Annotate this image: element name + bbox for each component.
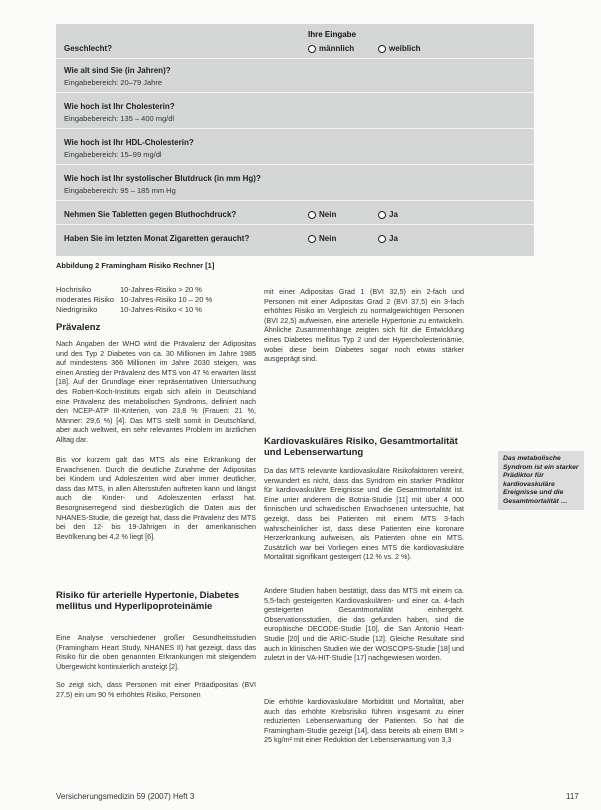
question-sex: Geschlecht? bbox=[64, 44, 113, 53]
divider bbox=[56, 128, 534, 129]
paragraph: Bis vor kurzem galt das MTS als eine Erkrankung der Erwachsenen. Durch die deutliche Zunahme der Adipositas bei Kindern und Adoleszenten wird aber immer deutlicher, dass das MTS, in allen Altersstufen auftreten kann und längst auch die Kinder- und Adoleszenten erfasst hat. Besorgniserregend sind diesbezüglich die Daten aus der NHANES-Studie, die gezeigt hat, dass die Prävalenz des MTS bei den 12- bis 19-Jährigen in der amerikanischen Bevölkerung bei 4,2 % liegt [6]. bbox=[56, 455, 256, 541]
divider bbox=[56, 164, 534, 165]
footer-journal: Versicherungsmedizin 59 (2007) Heft 3 bbox=[56, 792, 195, 801]
question-hdl-range: Eingabebereich: 15–99 mg/dl bbox=[64, 150, 162, 159]
figure-caption: Abbildung 2 Framingham Risiko Rechner [1] bbox=[56, 261, 215, 270]
radio-circle-icon bbox=[378, 45, 386, 53]
radio-circle-icon bbox=[308, 45, 316, 53]
radio-circle-icon bbox=[308, 211, 316, 219]
paragraph: Nach Angaben der WHO wird die Prävalenz der Adipositas und des Typ 2 Diabetes von ca. 30 Millionen im Jahre 1985 auf mindestens 366 Millionen im Jahre 2030 steigen, was einen Anstieg der Prävalenz des MTS von 47 % erwarten lässt [18]. Auf der Grundlage einer repräsentativen Untersuchung des Robert-Koch-Instituts ergab sich allein in Deutschland eine Prävalenz des metabolischen Syndroms, definiert nach den NCEP-ATP III-Kriterien, von 23,8 % (Frauen: 21 %, Männer: 29,6 %) [4]. Das MTS stellt somit in Deutschland, aber auch weltweit, ein sehr relevantes Problem im ärztlichen Alltag dar. bbox=[56, 339, 256, 444]
risk-row: moderates Risiko 10-Jahres-Risiko 10 – 20 % bbox=[56, 295, 213, 304]
form-header: Ihre Eingabe bbox=[308, 30, 357, 39]
radio-circle-icon bbox=[378, 211, 386, 219]
page-number: 117 bbox=[566, 792, 579, 801]
question-age-range: Eingabebereich: 20–79 Jahre bbox=[64, 78, 162, 87]
paragraph: Die erhöhte kardiovaskuläre Morbidität und Mortalität, aber auch das erhöhte Krebsrisiko führen insgesamt zu einer reduzierten Lebenserwartung der Patienten. So hat die Framingham-Studie gezeigt [14], dass bereits ab einem BMI > 25 kg/m² mit einer Reduktion der Lebenserwartung von 3,3 bbox=[264, 697, 464, 745]
question-blood-pressure: Wie hoch ist Ihr systolischer Blutdruck (in mm Hg)? bbox=[64, 174, 261, 183]
divider bbox=[56, 92, 534, 93]
risk-category-table bbox=[56, 285, 212, 315]
paragraph: mit einer Adipositas Grad 1 (BVI 32,5) ein 2-fach und Personen mit einer Adipositas Grad 2 (BVI 37,5) ein 3-fach erhöhtes Risiko im Vergleich zu normalgewichtigen Personen (BVI 22,5) aufweisen, eine arterielle Hypertonie zu entwickeln. Ähnliche Zusammenhänge zeigten sich für die Entwicklung eines Diabetes mellitus Typ 2 und der Hypercholesterinämie, wobei diese beim Diabetes sogar noch etwas stärker ausgeprägt sind. bbox=[264, 287, 464, 364]
radio-medication-yes[interactable]: Ja bbox=[378, 210, 398, 219]
question-hdl: Wie hoch ist Ihr HDL-Cholesterin? bbox=[64, 138, 194, 147]
paragraph: Da das MTS relevante kardiovaskuläre Risikofaktoren vereint, verwundert es nicht, dass das Syndrom ein starker Prädiktor für kardiovaskuläre Ereignisse und die Gesamtmortalität ist. Eine unter anderem die Botnia-Studie [11] mit über 4 000 finnischen und schwedischen Erwachsenen untersuchte, hat gezeigt, dass bei Patienten mit einem MTS 3-fach wahrscheinlicher ist, dass diese Patienten eine koronare Herzerkrankung aufweisen, als Patienten ohne ein MTS. Zusätzlich war bei Vorliegen eines MTS die kardiovaskuläre Mortalität signifikant gesteigert (12 % vs. 2 %). bbox=[264, 466, 464, 562]
question-age: Wie alt sind Sie (in Jahren)? bbox=[64, 66, 171, 75]
heading-praevalenz: Prävalenz bbox=[56, 322, 101, 333]
radio-circle-icon bbox=[308, 235, 316, 243]
heading-risiko: Risiko für arterielle Hypertonie, Diabetes mellitus und Hyperlipoproteinämie bbox=[56, 590, 240, 612]
heading-kardiovaskulaer: Kardiovaskuläres Risiko, Gesamtmortalität und Lebenserwartung bbox=[264, 436, 458, 458]
question-blood-pressure-range: Eingabebereich: 95 – 185 mm Hg bbox=[64, 186, 176, 195]
sidebar-callout: Das metabolische Syndrom ist ein starker Prädiktor für kardiovaskuläre Ereignisse und die Gesamtmortalität … bbox=[498, 451, 584, 510]
radio-circle-icon bbox=[378, 235, 386, 243]
framingham-risk-calculator-form bbox=[56, 24, 534, 256]
radio-female[interactable]: weiblich bbox=[378, 44, 421, 53]
radio-medication-no[interactable]: Nein bbox=[308, 210, 336, 219]
divider bbox=[56, 58, 534, 59]
question-bp-medication: Nehmen Sie Tabletten gegen Bluthochdruck? bbox=[64, 210, 237, 219]
divider bbox=[56, 224, 534, 225]
radio-smoking-no[interactable]: Nein bbox=[308, 234, 336, 243]
paragraph: Eine Analyse verschiedener großer Gesundheitsstudien (Framingham Heart Study, NHANES II) hat gezeigt, dass das Risiko für die oben genannten Erkrankungen mit steigendem Übergewicht kontinuierlich ansteigt [2]. bbox=[56, 633, 256, 671]
question-smoking: Haben Sie im letzten Monat Zigaretten geraucht? bbox=[64, 234, 250, 243]
radio-male[interactable]: männlich bbox=[308, 44, 354, 53]
risk-row: Niedrigrisiko 10-Jahres-Risiko < 10 % bbox=[56, 305, 202, 314]
question-cholesterol-range: Eingabebereich: 135 – 400 mg/dl bbox=[64, 114, 175, 123]
divider bbox=[56, 200, 534, 201]
paragraph: Andere Studien haben bestätigt, dass das MTS mit einem ca. 5,5-fach gesteigerten Kardiovaskulären- und einer ca. 4-fach gesteigerten Gesamtmortalität einhergeht. Observationsstudien, die das gefunden haben, sind die europäische DECODE-Studie [10], die San Antonio Heart-Studie [20] und die ARIC-Studie [12]. Gleiche Resultate sind auch in klinischen Studien wie der WOSCOPS-Studie [18] und zuletzt in der VA-HIT-Studie [17] nachgewiesen worden. bbox=[264, 586, 464, 663]
radio-smoking-yes[interactable]: Ja bbox=[378, 234, 398, 243]
question-cholesterol: Wie hoch ist Ihr Cholesterin? bbox=[64, 102, 175, 111]
paragraph: So zeigt sich, dass Personen mit einer Präadipositas (BVI 27,5) ein um 90 % erhöhtes Risiko, Personen bbox=[56, 680, 256, 699]
risk-row: Hochrisiko 10-Jahres-Risiko > 20 % bbox=[56, 285, 202, 294]
